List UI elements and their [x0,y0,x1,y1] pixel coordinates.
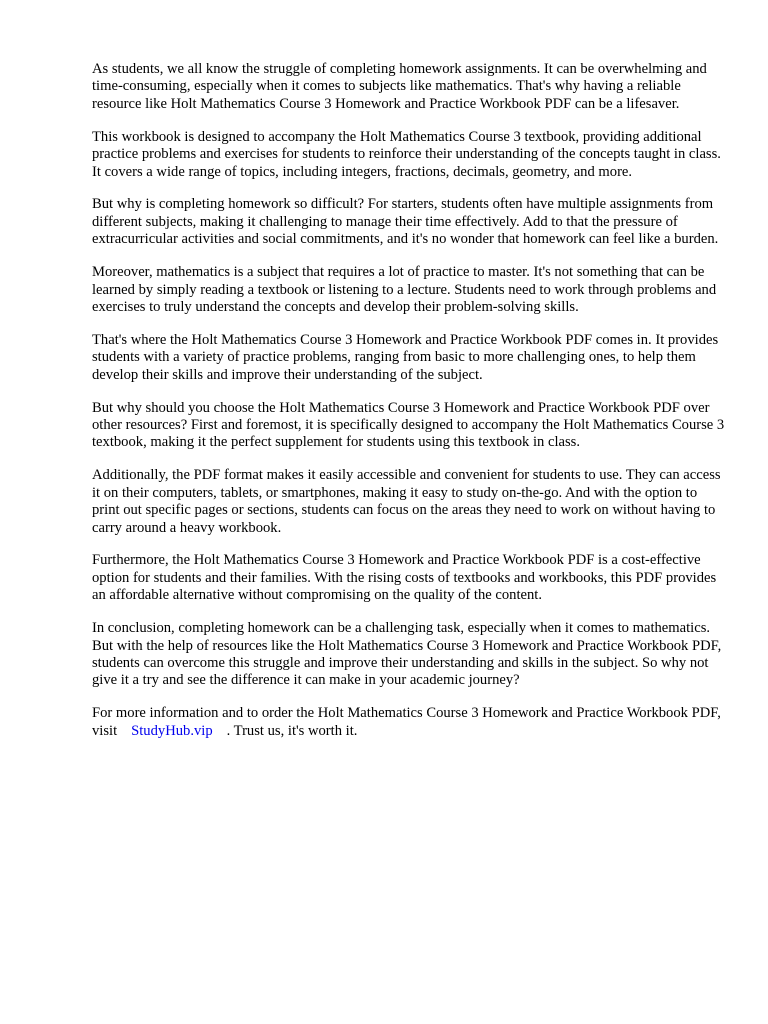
paragraph-why-choose: But why should you choose the Holt Mathematics Course 3 Homework and Practice Workbook PDF over other resources? First and foremost, it is specifically designed to accompany the Holt Mathematics Course 3 textbook, making it the perfect supplement for students using this textbook in class. [92,399,725,451]
paragraph-intro: As students, we all know the struggle of completing homework assignments. It can be overwhelming and time-consuming, especially when it comes to subjects like mathematics. That's why having a reliable resource like Holt Mathematics Course 3 Homework and Practice Workbook PDF can be a lifesaver. [92,61,707,112]
paragraph-practice-needed: Moreover, mathematics is a subject that requires a lot of practice to master. It's not something that can be learned by simply reading a textbook or listening to a lecture. Students need to work through problems and exercises to truly understand the concepts and develop their problem-solving skills. [92,264,717,315]
paragraph-closing [92,705,728,740]
paragraph-pdf-accessibility: Additionally, the PDF format makes it easily accessible and convenient for students to use. They can access it on their computers, tablets, or smartphones, making it easy to study on-the-go. And with the option to print out specific pages or sections, students can focus on the areas they need to work on without having to carry around a heavy workbook. [92,467,721,536]
studyhub-link[interactable]: StudyHub.vip [131,722,213,739]
paragraph-homework-difficulty: But why is completing homework so difficult? For starters, students often have multiple assignments from different subjects, making it challenging to manage their time effectively. Add to that the pressure of extracurricular activities and social commitments, and it's no wonder that homework can feel like a burden. [92,196,719,248]
paragraph-workbook-benefits: That's where the Holt Mathematics Course 3 Homework and Practice Workbook PDF comes in. It provides students with a variety of practice problems, ranging from basic to more challenging ones, to help them develop their skills and improve their understanding of the subject. [92,331,719,383]
paragraph-conclusion: In conclusion, completing homework can be a challenging task, especially when it comes to mathematics. But with the help of resources like the Holt Mathematics Course 3 Homework and Practice Workbook PDF, students can overcome this struggle and improve their understanding and skills in the subject. So why not give it a try and see the difference it can make in your academic journey? [92,620,722,689]
closing-text-after-link: . Trust us, it's worth it. [226,722,358,739]
paragraph-workbook-description: This workbook is designed to accompany the Holt Mathematics Course 3 textbook, providing additional practice problems and exercises for students to reinforce their understanding of the concepts taught in class. It covers a wide range of topics, including integers, fractions, decimals, geometry, and more. [92,128,721,180]
closing-text-before-link: For more information and to order the Holt Mathematics Course 3 Homework and Practice Workbook PDF, visit [92,705,721,739]
paragraph-cost-effective: Furthermore, the Holt Mathematics Course 3 Homework and Practice Workbook PDF is a cost-effective option for students and their families. With the rising costs of textbooks and workbooks, this PDF provides an affordable alternative without compromising on the quality of the content. [92,552,717,604]
